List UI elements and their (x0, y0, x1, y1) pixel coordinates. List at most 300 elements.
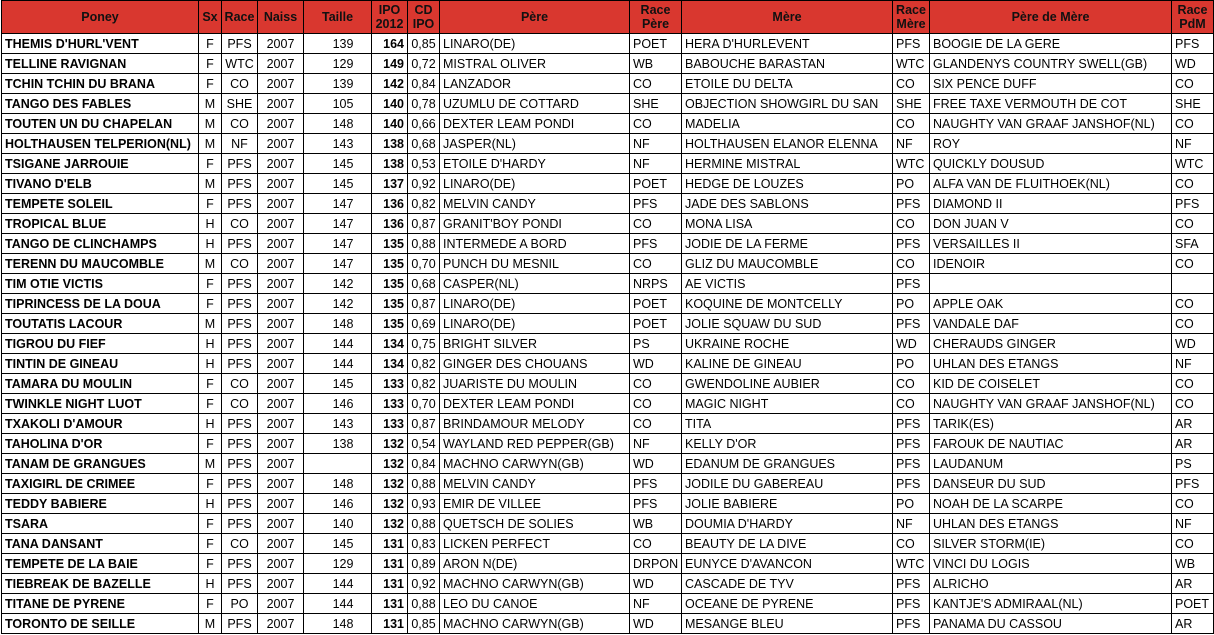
cell-poney[interactable]: TIM OTIE VICTIS (2, 274, 199, 294)
cell-pere-de-mere[interactable]: DON JUAN V (930, 214, 1172, 234)
cell-taille[interactable]: 139 (304, 74, 372, 94)
cell-race-mere[interactable]: PO (893, 174, 930, 194)
cell-poney[interactable]: TEMPETE DE LA BAIE (2, 554, 199, 574)
cell-race-pdm[interactable]: POET (1172, 594, 1214, 614)
cell-cd-ipo[interactable]: 0,84 (408, 454, 440, 474)
cell-poney[interactable]: TANA DANSANT (2, 534, 199, 554)
cell-naiss[interactable]: 2007 (258, 154, 304, 174)
cell-poney[interactable]: TEMPETE SOLEIL (2, 194, 199, 214)
table-row[interactable] (2, 174, 1214, 194)
cell-race-mere[interactable]: NF (893, 514, 930, 534)
cell-poney[interactable]: TITANE DE PYRENE (2, 594, 199, 614)
cell-pere-de-mere[interactable]: GLANDENYS COUNTRY SWELL(GB) (930, 54, 1172, 74)
cell-race-pdm[interactable]: PFS (1172, 34, 1214, 54)
cell-sx[interactable]: H (199, 494, 222, 514)
cell-pere[interactable]: LEO DU CANOE (440, 594, 630, 614)
cell-race[interactable]: CO (222, 254, 258, 274)
cell-mere[interactable]: HEDGE DE LOUZES (682, 174, 893, 194)
cell-taille[interactable]: 138 (304, 434, 372, 454)
cell-pere[interactable]: MELVIN CANDY (440, 474, 630, 494)
cell-mere[interactable]: JOLIE BABIERE (682, 494, 893, 514)
cell-mere[interactable]: JODIE DE LA FERME (682, 234, 893, 254)
cell-race-pdm[interactable]: CO (1172, 74, 1214, 94)
cell-ipo[interactable]: 137 (372, 174, 408, 194)
cell-naiss[interactable]: 2007 (258, 414, 304, 434)
cell-naiss[interactable]: 2007 (258, 354, 304, 374)
cell-poney[interactable]: TERENN DU MAUCOMBLE (2, 254, 199, 274)
header-ipo[interactable]: IPO 2012 (372, 1, 408, 34)
cell-race-pere[interactable]: PS (630, 334, 682, 354)
cell-race-pdm[interactable]: AR (1172, 414, 1214, 434)
table-row[interactable] (2, 334, 1214, 354)
cell-race-pdm[interactable]: PS (1172, 454, 1214, 474)
cell-race-pere[interactable]: DRPON (630, 554, 682, 574)
cell-race-pere[interactable]: NF (630, 134, 682, 154)
cell-pere[interactable]: BRIGHT SILVER (440, 334, 630, 354)
header-race-mere[interactable]: Race Mère (893, 1, 930, 34)
table-row[interactable] (2, 274, 1214, 294)
cell-sx[interactable]: F (199, 374, 222, 394)
cell-cd-ipo[interactable]: 0,87 (408, 214, 440, 234)
cell-pere-de-mere[interactable]: VANDALE DAF (930, 314, 1172, 334)
cell-race-pdm[interactable]: SHE (1172, 94, 1214, 114)
cell-pere-de-mere[interactable]: NOAH DE LA SCARPE (930, 494, 1172, 514)
cell-mere[interactable]: ETOILE DU DELTA (682, 74, 893, 94)
cell-cd-ipo[interactable]: 0,54 (408, 434, 440, 454)
cell-cd-ipo[interactable]: 0,68 (408, 274, 440, 294)
cell-taille[interactable]: 148 (304, 314, 372, 334)
cell-naiss[interactable]: 2007 (258, 434, 304, 454)
cell-race[interactable]: PFS (222, 314, 258, 334)
cell-pere-de-mere[interactable]: UHLAN DES ETANGS (930, 354, 1172, 374)
cell-poney[interactable]: TORONTO DE SEILLE (2, 614, 199, 634)
cell-pere-de-mere[interactable]: DIAMOND II (930, 194, 1172, 214)
cell-race[interactable]: PFS (222, 334, 258, 354)
cell-sx[interactable]: H (199, 574, 222, 594)
cell-naiss[interactable]: 2007 (258, 254, 304, 274)
cell-taille[interactable]: 105 (304, 94, 372, 114)
table-row[interactable] (2, 394, 1214, 414)
cell-cd-ipo[interactable]: 0,53 (408, 154, 440, 174)
cell-sx[interactable]: M (199, 254, 222, 274)
cell-ipo[interactable]: 132 (372, 494, 408, 514)
cell-ipo[interactable]: 164 (372, 34, 408, 54)
cell-mere[interactable]: JODILE DU GABEREAU (682, 474, 893, 494)
cell-poney[interactable]: TOUTATIS LACOUR (2, 314, 199, 334)
cell-sx[interactable]: H (199, 414, 222, 434)
cell-taille[interactable]: 147 (304, 194, 372, 214)
cell-taille[interactable]: 140 (304, 514, 372, 534)
cell-poney[interactable]: TAMARA DU MOULIN (2, 374, 199, 394)
cell-taille[interactable]: 145 (304, 374, 372, 394)
cell-ipo[interactable]: 135 (372, 294, 408, 314)
cell-race-pdm[interactable]: WB (1172, 554, 1214, 574)
table-row[interactable] (2, 134, 1214, 154)
cell-race-mere[interactable]: CO (893, 394, 930, 414)
cell-race[interactable]: CO (222, 74, 258, 94)
cell-pere[interactable]: MACHNO CARWYN(GB) (440, 454, 630, 474)
cell-taille[interactable]: 145 (304, 534, 372, 554)
cell-mere[interactable]: BEAUTY DE LA DIVE (682, 534, 893, 554)
cell-pere-de-mere[interactable]: SIX PENCE DUFF (930, 74, 1172, 94)
cell-mere[interactable]: MADELIA (682, 114, 893, 134)
cell-pere-de-mere[interactable]: NAUGHTY VAN GRAAF JANSHOF(NL) (930, 394, 1172, 414)
cell-sx[interactable]: H (199, 214, 222, 234)
cell-pere[interactable]: MELVIN CANDY (440, 194, 630, 214)
cell-race-mere[interactable]: NF (893, 134, 930, 154)
cell-race-pdm[interactable]: CO (1172, 114, 1214, 134)
cell-race[interactable]: CO (222, 374, 258, 394)
cell-race-pere[interactable]: WB (630, 514, 682, 534)
cell-pere[interactable]: UZUMLU DE COTTARD (440, 94, 630, 114)
cell-naiss[interactable]: 2007 (258, 114, 304, 134)
cell-ipo[interactable]: 133 (372, 394, 408, 414)
cell-pere[interactable]: CASPER(NL) (440, 274, 630, 294)
cell-poney[interactable]: TAHOLINA D'OR (2, 434, 199, 454)
cell-sx[interactable]: F (199, 534, 222, 554)
cell-poney[interactable]: TOUTEN UN DU CHAPELAN (2, 114, 199, 134)
cell-race-pere[interactable]: CO (630, 394, 682, 414)
cell-pere[interactable]: QUETSCH DE SOLIES (440, 514, 630, 534)
cell-mere[interactable]: GLIZ DU MAUCOMBLE (682, 254, 893, 274)
cell-race-pdm[interactable]: CO (1172, 214, 1214, 234)
table-row[interactable] (2, 154, 1214, 174)
cell-pere-de-mere[interactable]: BOOGIE DE LA GERE (930, 34, 1172, 54)
header-pere-de-mere[interactable]: Père de Mère (930, 1, 1172, 34)
cell-naiss[interactable]: 2007 (258, 314, 304, 334)
cell-pere-de-mere[interactable]: CHERAUDS GINGER (930, 334, 1172, 354)
cell-sx[interactable]: M (199, 314, 222, 334)
cell-naiss[interactable]: 2007 (258, 274, 304, 294)
cell-race-mere[interactable]: PFS (893, 274, 930, 294)
cell-sx[interactable]: F (199, 434, 222, 454)
cell-naiss[interactable]: 2007 (258, 234, 304, 254)
cell-mere[interactable]: MONA LISA (682, 214, 893, 234)
cell-ipo[interactable]: 131 (372, 554, 408, 574)
cell-race[interactable]: PFS (222, 574, 258, 594)
cell-sx[interactable]: H (199, 234, 222, 254)
cell-race-mere[interactable]: PO (893, 494, 930, 514)
cell-mere[interactable]: OBJECTION SHOWGIRL DU SAN (682, 94, 893, 114)
cell-mere[interactable]: HOLTHAUSEN ELANOR ELENNA (682, 134, 893, 154)
cell-taille[interactable]: 148 (304, 114, 372, 134)
table-row[interactable] (2, 574, 1214, 594)
cell-cd-ipo[interactable]: 0,83 (408, 534, 440, 554)
header-naiss[interactable]: Naiss (258, 1, 304, 34)
cell-race-pere[interactable]: POET (630, 314, 682, 334)
header-sx[interactable]: Sx (199, 1, 222, 34)
cell-cd-ipo[interactable]: 0,92 (408, 174, 440, 194)
cell-taille[interactable]: 147 (304, 254, 372, 274)
cell-mere[interactable]: HERA D'HURLEVENT (682, 34, 893, 54)
cell-race[interactable]: CO (222, 214, 258, 234)
cell-pere[interactable]: JASPER(NL) (440, 134, 630, 154)
cell-pere-de-mere[interactable]: FAROUK DE NAUTIAC (930, 434, 1172, 454)
cell-race-mere[interactable]: WTC (893, 54, 930, 74)
cell-race-pdm[interactable]: AR (1172, 434, 1214, 454)
cell-pere[interactable]: LINARO(DE) (440, 34, 630, 54)
cell-naiss[interactable]: 2007 (258, 474, 304, 494)
cell-race-pdm[interactable]: NF (1172, 134, 1214, 154)
header-pere[interactable]: Père (440, 1, 630, 34)
cell-race-mere[interactable]: PFS (893, 434, 930, 454)
cell-ipo[interactable]: 132 (372, 454, 408, 474)
cell-ipo[interactable]: 132 (372, 434, 408, 454)
cell-poney[interactable]: TANAM DE GRANGUES (2, 454, 199, 474)
cell-poney[interactable]: TEDDY BABIERE (2, 494, 199, 514)
cell-race-pere[interactable]: NF (630, 434, 682, 454)
cell-race[interactable]: PFS (222, 154, 258, 174)
cell-pere-de-mere[interactable]: PANAMA DU CASSOU (930, 614, 1172, 634)
cell-cd-ipo[interactable]: 0,70 (408, 394, 440, 414)
cell-cd-ipo[interactable]: 0,78 (408, 94, 440, 114)
cell-naiss[interactable]: 2007 (258, 294, 304, 314)
cell-race-pdm[interactable]: WD (1172, 334, 1214, 354)
cell-mere[interactable]: JADE DES SABLONS (682, 194, 893, 214)
cell-pere[interactable]: PUNCH DU MESNIL (440, 254, 630, 274)
cell-cd-ipo[interactable]: 0,92 (408, 574, 440, 594)
cell-naiss[interactable]: 2007 (258, 334, 304, 354)
cell-cd-ipo[interactable]: 0,88 (408, 594, 440, 614)
cell-ipo[interactable]: 131 (372, 574, 408, 594)
cell-ipo[interactable]: 138 (372, 154, 408, 174)
cell-pere[interactable]: WAYLAND RED PEPPER(GB) (440, 434, 630, 454)
cell-naiss[interactable]: 2007 (258, 54, 304, 74)
cell-sx[interactable]: M (199, 454, 222, 474)
cell-race-pdm[interactable]: CO (1172, 294, 1214, 314)
cell-naiss[interactable]: 2007 (258, 34, 304, 54)
cell-race-pere[interactable]: PFS (630, 474, 682, 494)
header-poney[interactable]: Poney (2, 1, 199, 34)
cell-poney[interactable]: TANGO DES FABLES (2, 94, 199, 114)
cell-naiss[interactable]: 2007 (258, 514, 304, 534)
cell-race[interactable]: PFS (222, 614, 258, 634)
header-race-pere[interactable]: Race Père (630, 1, 682, 34)
cell-sx[interactable]: F (199, 594, 222, 614)
header-race[interactable]: Race (222, 1, 258, 34)
cell-ipo[interactable]: 135 (372, 314, 408, 334)
cell-race-mere[interactable]: PO (893, 354, 930, 374)
cell-race-pere[interactable]: PFS (630, 194, 682, 214)
cell-pere-de-mere[interactable]: UHLAN DES ETANGS (930, 514, 1172, 534)
cell-race-pere[interactable]: CO (630, 414, 682, 434)
cell-race-mere[interactable]: WTC (893, 554, 930, 574)
cell-naiss[interactable]: 2007 (258, 134, 304, 154)
cell-poney[interactable]: TINTIN DE GINEAU (2, 354, 199, 374)
cell-race-mere[interactable]: PFS (893, 194, 930, 214)
cell-pere[interactable]: ETOILE D'HARDY (440, 154, 630, 174)
cell-cd-ipo[interactable]: 0,93 (408, 494, 440, 514)
cell-ipo[interactable]: 131 (372, 614, 408, 634)
cell-sx[interactable]: F (199, 294, 222, 314)
cell-sx[interactable]: M (199, 174, 222, 194)
cell-sx[interactable]: F (199, 514, 222, 534)
cell-poney[interactable]: TAXIGIRL DE CRIMEE (2, 474, 199, 494)
cell-race-pere[interactable]: WD (630, 614, 682, 634)
cell-race-mere[interactable]: PFS (893, 574, 930, 594)
cell-sx[interactable]: F (199, 154, 222, 174)
cell-race[interactable]: PO (222, 594, 258, 614)
cell-naiss[interactable]: 2007 (258, 374, 304, 394)
cell-mere[interactable]: KOQUINE DE MONTCELLY (682, 294, 893, 314)
cell-race-mere[interactable]: WTC (893, 154, 930, 174)
cell-race-pdm[interactable]: CO (1172, 174, 1214, 194)
cell-race-pdm[interactable]: CO (1172, 494, 1214, 514)
cell-ipo[interactable]: 131 (372, 534, 408, 554)
cell-race-mere[interactable]: PFS (893, 474, 930, 494)
cell-sx[interactable]: H (199, 334, 222, 354)
cell-naiss[interactable]: 2007 (258, 214, 304, 234)
table-row[interactable] (2, 74, 1214, 94)
cell-cd-ipo[interactable]: 0,69 (408, 314, 440, 334)
cell-ipo[interactable]: 131 (372, 594, 408, 614)
cell-sx[interactable]: F (199, 194, 222, 214)
cell-taille[interactable]: 148 (304, 614, 372, 634)
cell-poney[interactable]: TXAKOLI D'AMOUR (2, 414, 199, 434)
cell-taille[interactable]: 139 (304, 34, 372, 54)
table-row[interactable] (2, 314, 1214, 334)
cell-race[interactable]: PFS (222, 194, 258, 214)
cell-race[interactable]: PFS (222, 34, 258, 54)
cell-pere[interactable]: DEXTER LEAM PONDI (440, 114, 630, 134)
cell-pere[interactable]: MISTRAL OLIVER (440, 54, 630, 74)
cell-race-pdm[interactable]: PFS (1172, 474, 1214, 494)
table-row[interactable] (2, 114, 1214, 134)
cell-pere[interactable]: GINGER DES CHOUANS (440, 354, 630, 374)
cell-mere[interactable]: JOLIE SQUAW DU SUD (682, 314, 893, 334)
cell-sx[interactable]: M (199, 614, 222, 634)
table-row[interactable] (2, 34, 1214, 54)
cell-race-mere[interactable]: CO (893, 534, 930, 554)
cell-mere[interactable]: UKRAINE ROCHE (682, 334, 893, 354)
cell-cd-ipo[interactable]: 0,68 (408, 134, 440, 154)
cell-cd-ipo[interactable]: 0,75 (408, 334, 440, 354)
cell-race-pere[interactable]: NF (630, 154, 682, 174)
cell-naiss[interactable]: 2007 (258, 74, 304, 94)
cell-race-mere[interactable]: CO (893, 254, 930, 274)
cell-cd-ipo[interactable]: 0,89 (408, 554, 440, 574)
table-row[interactable] (2, 194, 1214, 214)
cell-race[interactable]: PFS (222, 474, 258, 494)
cell-race-pere[interactable]: WD (630, 574, 682, 594)
cell-ipo[interactable]: 135 (372, 254, 408, 274)
cell-taille[interactable]: 143 (304, 414, 372, 434)
cell-sx[interactable]: F (199, 274, 222, 294)
cell-naiss[interactable]: 2007 (258, 594, 304, 614)
table-row[interactable] (2, 54, 1214, 74)
cell-cd-ipo[interactable]: 0,85 (408, 34, 440, 54)
cell-poney[interactable]: TSARA (2, 514, 199, 534)
cell-race[interactable]: PFS (222, 294, 258, 314)
cell-race-pdm[interactable]: CO (1172, 314, 1214, 334)
cell-race[interactable]: PFS (222, 234, 258, 254)
cell-cd-ipo[interactable]: 0,66 (408, 114, 440, 134)
cell-race-pere[interactable]: PFS (630, 234, 682, 254)
header-cd-ipo[interactable]: CD IPO (408, 1, 440, 34)
cell-poney[interactable]: TIPRINCESS DE LA DOUA (2, 294, 199, 314)
cell-sx[interactable]: F (199, 394, 222, 414)
cell-cd-ipo[interactable]: 0,82 (408, 194, 440, 214)
cell-ipo[interactable]: 140 (372, 94, 408, 114)
cell-race-pere[interactable]: WD (630, 354, 682, 374)
cell-cd-ipo[interactable]: 0,85 (408, 614, 440, 634)
cell-ipo[interactable]: 142 (372, 74, 408, 94)
table-row[interactable] (2, 374, 1214, 394)
cell-mere[interactable]: BABOUCHE BARASTAN (682, 54, 893, 74)
cell-naiss[interactable]: 2007 (258, 454, 304, 474)
cell-poney[interactable]: TIVANO D'ELB (2, 174, 199, 194)
cell-poney[interactable]: TCHIN TCHIN DU BRANA (2, 74, 199, 94)
cell-race-pdm[interactable]: PFS (1172, 194, 1214, 214)
cell-race[interactable]: PFS (222, 174, 258, 194)
cell-pere-de-mere[interactable]: IDENOIR (930, 254, 1172, 274)
cell-race-pdm[interactable]: WTC (1172, 154, 1214, 174)
cell-race-mere[interactable]: PFS (893, 594, 930, 614)
cell-pere-de-mere[interactable]: TARIK(ES) (930, 414, 1172, 434)
cell-race-pere[interactable]: SHE (630, 94, 682, 114)
cell-race-pdm[interactable]: CO (1172, 254, 1214, 274)
cell-sx[interactable]: F (199, 54, 222, 74)
cell-race-pere[interactable]: WD (630, 454, 682, 474)
header-taille[interactable]: Taille (304, 1, 372, 34)
cell-race-pere[interactable]: POET (630, 174, 682, 194)
cell-sx[interactable]: H (199, 354, 222, 374)
cell-cd-ipo[interactable]: 0,82 (408, 374, 440, 394)
table-row[interactable] (2, 214, 1214, 234)
cell-poney[interactable]: TELLINE RAVIGNAN (2, 54, 199, 74)
cell-naiss[interactable]: 2007 (258, 174, 304, 194)
table-row[interactable] (2, 534, 1214, 554)
table-row[interactable] (2, 94, 1214, 114)
cell-ipo[interactable]: 136 (372, 194, 408, 214)
cell-taille[interactable]: 142 (304, 274, 372, 294)
cell-mere[interactable]: OCEANE DE PYRENE (682, 594, 893, 614)
cell-race[interactable]: CO (222, 114, 258, 134)
cell-taille[interactable]: 146 (304, 394, 372, 414)
cell-mere[interactable]: TITA (682, 414, 893, 434)
cell-race-pere[interactable]: NF (630, 594, 682, 614)
cell-pere-de-mere[interactable]: ALFA VAN DE FLUITHOEK(NL) (930, 174, 1172, 194)
cell-naiss[interactable]: 2007 (258, 394, 304, 414)
cell-race[interactable]: PFS (222, 434, 258, 454)
cell-pere[interactable]: BRINDAMOUR MELODY (440, 414, 630, 434)
cell-ipo[interactable]: 138 (372, 134, 408, 154)
cell-sx[interactable]: M (199, 94, 222, 114)
cell-taille[interactable]: 144 (304, 594, 372, 614)
cell-poney[interactable]: TANGO DE CLINCHAMPS (2, 234, 199, 254)
cell-poney[interactable]: TROPICAL BLUE (2, 214, 199, 234)
cell-taille[interactable]: 129 (304, 554, 372, 574)
cell-race-pere[interactable]: CO (630, 534, 682, 554)
cell-race-mere[interactable]: PFS (893, 34, 930, 54)
cell-race-pdm[interactable]: NF (1172, 514, 1214, 534)
table-row[interactable] (2, 614, 1214, 634)
cell-mere[interactable]: CASCADE DE TYV (682, 574, 893, 594)
cell-cd-ipo[interactable]: 0,88 (408, 234, 440, 254)
cell-mere[interactable]: KALINE DE GINEAU (682, 354, 893, 374)
cell-taille[interactable]: 145 (304, 154, 372, 174)
table-row[interactable] (2, 354, 1214, 374)
cell-race-pere[interactable]: CO (630, 74, 682, 94)
table-row[interactable] (2, 434, 1214, 454)
cell-race[interactable]: PFS (222, 414, 258, 434)
cell-race-mere[interactable]: WD (893, 334, 930, 354)
cell-race-pere[interactable]: CO (630, 214, 682, 234)
cell-taille[interactable] (304, 454, 372, 474)
cell-race-pdm[interactable]: CO (1172, 534, 1214, 554)
cell-ipo[interactable]: 134 (372, 334, 408, 354)
cell-race-pere[interactable]: POET (630, 294, 682, 314)
